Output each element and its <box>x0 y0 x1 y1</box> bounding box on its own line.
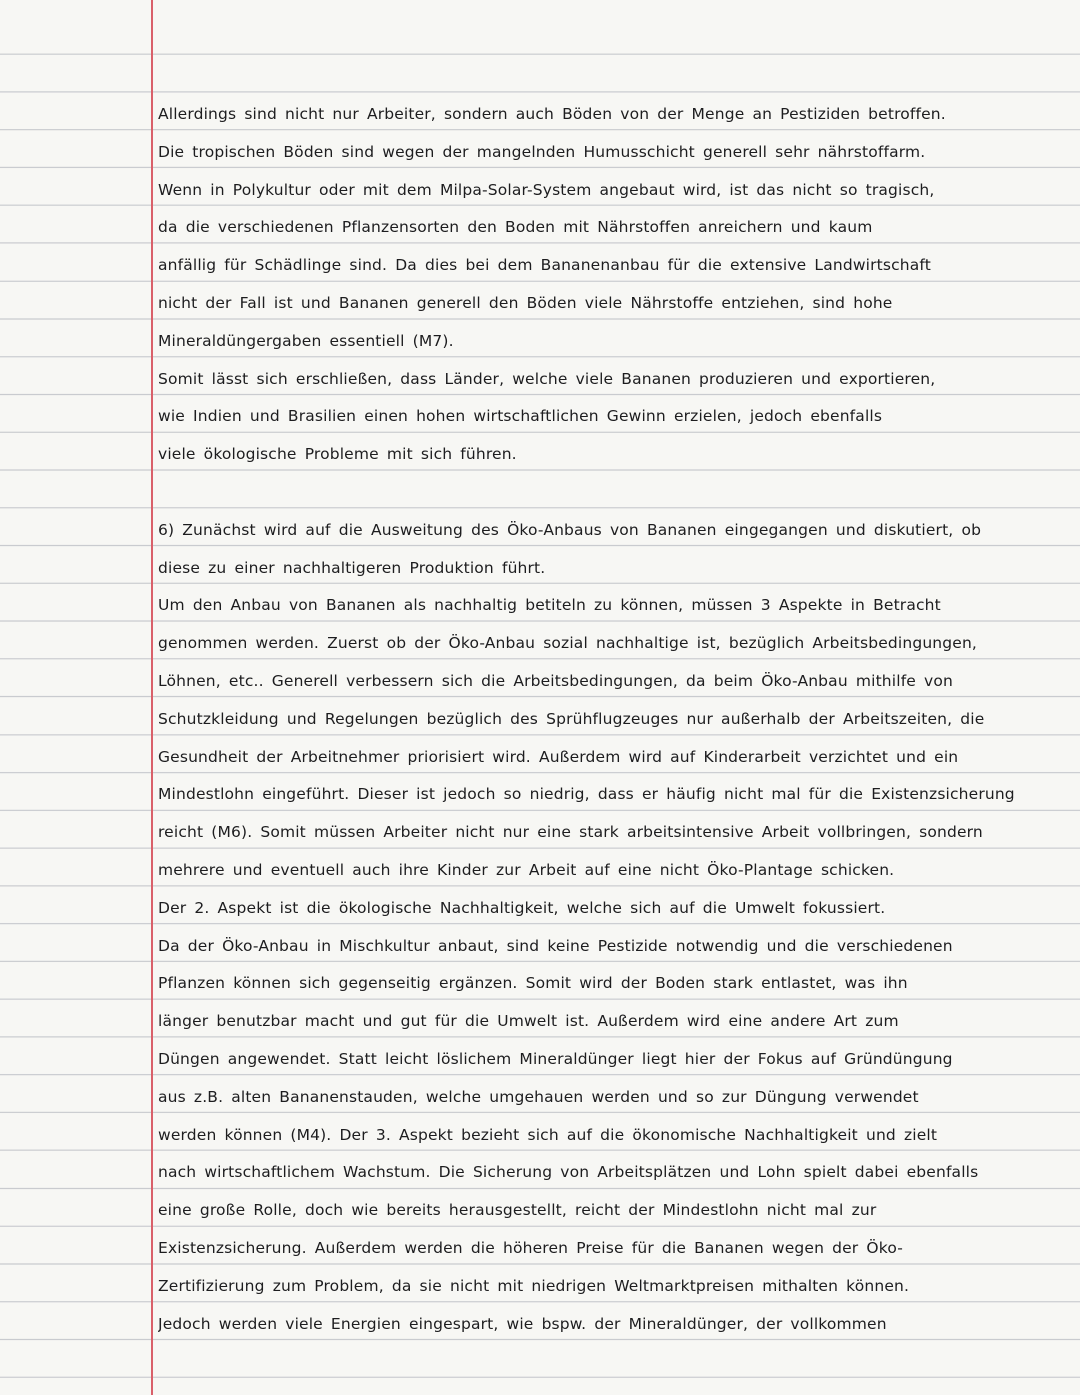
text-line: eine große Rolle, doch wie bereits herausgestellt, reicht der Mindestlohn nicht mal zur <box>158 1201 877 1220</box>
text-line: Jedoch werden viele Energien eingespart, wie bspw. der Mineraldünger, der vollkommen <box>158 1314 887 1333</box>
text-line <box>158 474 1068 512</box>
text-line: nicht der Fall ist und Bananen generell den Böden viele Nährstoffe entziehen, sind hohe <box>158 293 893 312</box>
text-line: Da der Öko-Anbau in Mischkultur anbaut, sind keine Pestizide notwendig und die verschiedenen <box>158 936 953 955</box>
text-line: Gesundheit der Arbeitnehmer priorisiert wird. Außerdem wird auf Kinderarbeit verzichtet und ein <box>158 747 959 766</box>
text-line: da die verschiedenen Pflanzensorten den Boden mit Nährstoffen anreichern und kaum <box>158 218 873 237</box>
handwritten-text <box>158 96 1068 1343</box>
text-line: länger benutzbar macht und gut für die Umwelt ist. Außerdem wird eine andere Art zum <box>158 1012 899 1031</box>
margin-line <box>151 0 153 1395</box>
text-line: wie Indien und Brasilien einen hohen wirtschaftlichen Gewinn erzielen, jedoch ebenfalls <box>158 407 883 426</box>
text-line: Allerdings sind nicht nur Arbeiter, sondern auch Böden von der Menge an Pestiziden betroffen. <box>158 105 946 123</box>
text-line: Düngen angewendet. Statt leicht löslichem Mineraldünger liegt hier der Fokus auf Gründüngung <box>158 1049 953 1068</box>
text-line: Wenn in Polykultur oder mit dem Milpa-Solar-System angebaut wird, ist das nicht so tragisch, <box>158 180 935 199</box>
text-line: viele ökologische Probleme mit sich führen. <box>158 445 517 464</box>
text-line: anfällig für Schädlinge sind. Da dies bei dem Bananenanbau für die extensive Landwirtschaft <box>158 256 931 275</box>
text-line: Der 2. Aspekt ist die ökologische Nachhaltigkeit, welche sich auf die Umwelt fokussiert. <box>158 898 886 917</box>
text-line: nach wirtschaftlichem Wachstum. Die Sicherung von Arbeitsplätzen und Lohn spielt dabei ebenfalls <box>158 1163 979 1182</box>
text-line: diese zu einer nachhaltigeren Produktion führt. <box>158 558 546 577</box>
text-line: Existenzsicherung. Außerdem werden die höheren Preise für die Bananen wegen der Öko- <box>158 1238 903 1257</box>
text-line: Schutzkleidung und Regelungen bezüglich des Sprühflugzeuges nur außerhalb der Arbeitszeiten, die <box>158 709 985 728</box>
text-line: Um den Anbau von Bananen als nachhaltig betiteln zu können, müssen 3 Aspekte in Betracht <box>158 596 941 615</box>
text-line: Mindestlohn eingeführt. Dieser ist jedoch so niedrig, dass er häufig nicht mal für die Existenzsicherung <box>158 785 1015 804</box>
text-line: Mineraldüngergaben essentiell (M7). <box>158 331 454 350</box>
text-line: werden können (M4). Der 3. Aspekt bezieht sich auf die ökonomische Nachhaltigkeit und zielt <box>158 1125 938 1144</box>
text-line: aus z.B. alten Bananenstauden, welche umgehauen werden und so zur Düngung verwendet <box>158 1087 919 1106</box>
text-line: Die tropischen Böden sind wegen der mangelnden Humusschicht generell sehr nährstoffarm. <box>158 142 926 161</box>
text-line: 6) Zunächst wird auf die Ausweitung des Öko-Anbaus von Bananen eingegangen und diskutiert, ob <box>158 520 982 539</box>
text-line: mehrere und eventuell auch ihre Kinder zur Arbeit auf eine nicht Öko-Plantage schicken. <box>158 860 895 879</box>
text-line: Löhnen, etc.. Generell verbessern sich die Arbeitsbedingungen, da beim Öko-Anbau mithilfe von <box>158 671 953 690</box>
text-line: Somit lässt sich erschließen, dass Länder, welche viele Bananen produzieren und exportieren, <box>158 369 936 388</box>
text-line: reicht (M6). Somit müssen Arbeiter nicht nur eine stark arbeitsintensive Arbeit vollbringen, sondern <box>158 823 983 842</box>
text-line: Pflanzen können sich gegenseitig ergänzen. Somit wird der Boden stark entlastet, was ihn <box>158 974 908 993</box>
text-line: Zertifizierung zum Problem, da sie nicht mit niedrigen Weltmarktpreisen mithalten können. <box>158 1276 910 1295</box>
text-line: genommen werden. Zuerst ob der Öko-Anbau sozial nachhaltige ist, bezüglich Arbeitsbedingungen, <box>158 634 978 653</box>
